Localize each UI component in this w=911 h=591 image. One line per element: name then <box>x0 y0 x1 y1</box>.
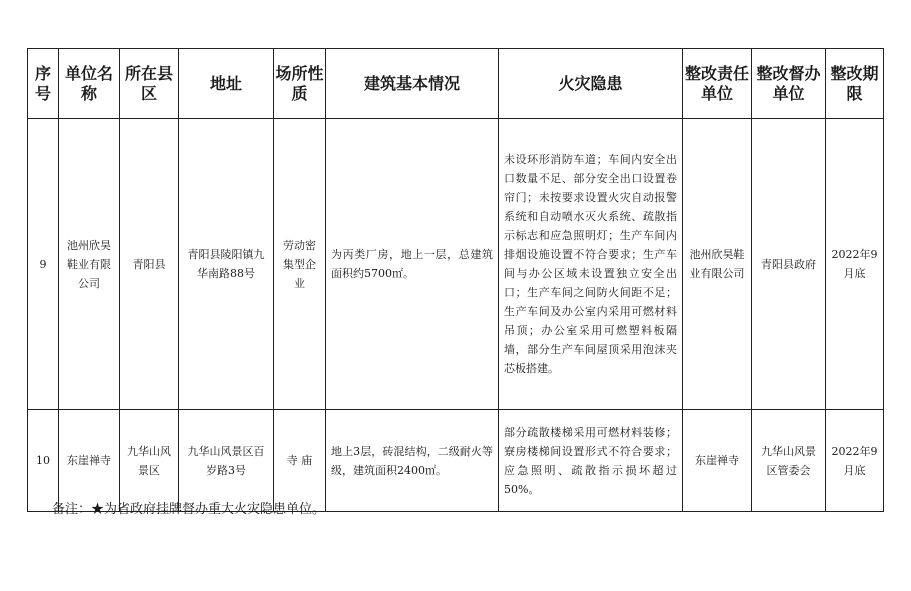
cell-county: 九华山风景区 <box>120 410 179 512</box>
fire-hazard-table <box>27 48 884 512</box>
cell-nature: 寺 庙 <box>274 410 326 512</box>
cell-no: 10 <box>28 410 59 512</box>
header-cell-building: 建筑基本情况 <box>326 49 499 119</box>
cell-responsible: 东崖禅寺 <box>683 410 752 512</box>
cell-deadline: 2022年9月底 <box>826 119 884 410</box>
header-cell-responsible: 整改责任单位 <box>683 49 752 119</box>
header-cell-supervisor: 整改督办单位 <box>752 49 826 119</box>
cell-supervisor: 九华山风景区管委会 <box>752 410 826 512</box>
header-cell-no: 序号 <box>28 49 59 119</box>
header-cell-nature: 场所性质 <box>274 49 326 119</box>
cell-no: 9 <box>28 119 59 410</box>
cell-responsible: 池州欣昊鞋业有限公司 <box>683 119 752 410</box>
header-cell-hazard: 火灾隐患 <box>499 49 683 119</box>
cell-address: 青阳县陵阳镇九华南路88号 <box>179 119 274 410</box>
cell-hazard: 未设环形消防车道；车间内安全出口数量不足、部分安全出口设置卷帘门；未按要求设置火灾自动报警系统和自动喷水灭火系统、疏散指示标志和应急照明灯；生产车间内排烟设施设置不符合要求；生产车间与办公区域未设置独立安全出口；生产车间之间防火间距不足；生产车间及办公室内采用可燃材料吊顶；办公室采用可燃塑料板隔墙，部分生产车间屋顶采用泡沫夹芯板搭建。 <box>499 119 683 410</box>
cell-building: 地上3层，砖混结构，二级耐火等级，建筑面积2400㎡。 <box>326 410 499 512</box>
cell-deadline: 2022年9月底 <box>826 410 884 512</box>
cell-unit: 池州欣昊鞋业有限公司 <box>59 119 120 410</box>
cell-supervisor: 青阳县政府 <box>752 119 826 410</box>
table-row <box>28 119 884 410</box>
cell-address: 九华山风景区百岁路3号 <box>179 410 274 512</box>
table-header-row <box>28 49 884 119</box>
header-cell-county: 所在县区 <box>120 49 179 119</box>
cell-building: 为丙类厂房，地上一层，总建筑面积约5700㎡。 <box>326 119 499 410</box>
header-cell-deadline: 整改期限 <box>826 49 884 119</box>
document-page <box>27 48 884 512</box>
cell-county: 青阳县 <box>120 119 179 410</box>
cell-hazard: 部分疏散楼梯采用可燃材料装修；寮房楼梯间设置形式不符合要求；应急照明、疏散指示损坏超过50%。 <box>499 410 683 512</box>
header-cell-address: 地址 <box>179 49 274 119</box>
header-cell-unit: 单位名称 <box>59 49 120 119</box>
table-row <box>28 410 884 512</box>
table-footnote: 备注：★为省政府挂牌督办重大火灾隐患单位。 <box>52 502 326 517</box>
cell-nature: 劳动密集型企业 <box>274 119 326 410</box>
cell-unit: 东崖禅寺 <box>59 410 120 512</box>
